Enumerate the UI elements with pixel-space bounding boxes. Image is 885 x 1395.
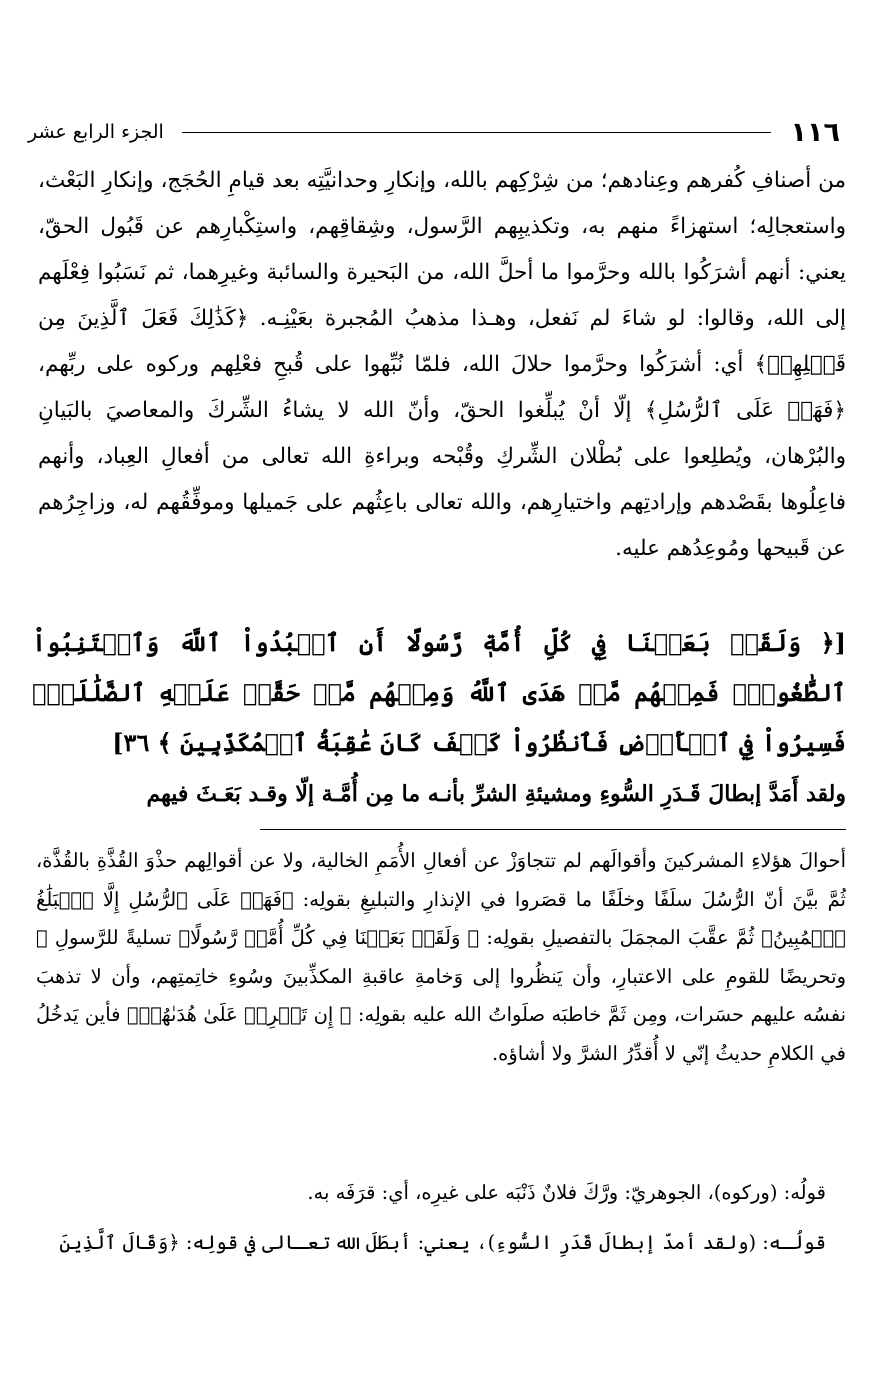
- main-text-block: [38, 158, 846, 572]
- notes-block: [36, 1168, 826, 1268]
- footnote-divider: [260, 829, 846, 830]
- commentary-block: أحوالَ هؤلاءِ المشركينَ وأقوالَهم لم تتجاوَزْ عن أفعالِ الأُمَمِ الخالية، ولا عن أقوالِهم حذْوَ القُذَّةِ بالقُذَّة، ثُمَّ بيَّنَ أنّ الرُّسُلَ سلَفًا وخلَفًا ما قصَروا في الإنذارِ والتبليغِ بقولِه: ﴿فَهَلۡ عَلَى ٱلرُّسُلِ إِلَّا ٱلۡبَلَٰغُ ٱلۡمُبِينُ﴾ ثُمَّ عقَّبَ المجمَلَ بالتفصيلِ بقولِه: ﴿ وَلَقَدۡ بَعَثۡنَا فِي كُلِّ أُمَّةٖ رَّسُولًا﴾ تسليةً للرَّسولِ ﷺ وتحريضًا للقومِ على الاعتبارِ، وأن يَنظُروا إلى وَخامةِ عاقبةِ المكذِّبينَ وسُوءِ خاتِمتِهم، وأن لا تذهبَ نفسُه عليهم حسَرات، ومِن ثَمَّ خاطبَه صلَواتُ الله عليه بقولِه: ﴿ إِن تَحۡرِصۡ عَلَىٰ هُدَىٰهُمۡ﴾ فأين يَدخُلُ في الكلامِ حديثُ إنّي لا أُقدِّرُ الشرَّ ولا أشاؤه.: [36, 849, 846, 1065]
- main-paragraph: من أصنافِ كُفرهم وعِنادهم؛ من شِرْكِهم بالله، وإنكارِ وحدانيَّتِه بعد قيامِ الحُجَج، وإنكارِ البَعْث، واستعجالِه؛ استهزاءً منهم به، وتكذيبِهم الرَّسول، وشِقاقِهم، واستِكْبارِهم عن قَبُول الحقّ، يعني: أنهم أشرَكُوا بالله وحرَّموا ما أحلَّ الله، من البَحيرة والسائبة وغيرِهما، ثم نَسَبُوا فِعْلَهم إلى الله، وقالوا: لو شاءَ لم نَفعل، وهـذا مذهبُ المُجبرة بعَيْنِـه. ﴿كَذَٰلِكَ فَعَلَ ٱلَّذِينَ مِن قَبۡلِهِمۡ﴾ أي: أشرَكُوا وحرَّموا حلالَ الله، فلمّا نُبِّهوا على قُبحِ فعْلِهم وركوه على ربِّهم، ﴿فَهَلۡ عَلَى ٱلرُّسُلِ﴾ إلّا أنْ يُبلِّغوا الحقّ، وأنّ الله لا يشاءُ الشِّركَ والمعاصيَ بالبَيانِ والبُرْهان، ويُطلِعوا على بُطْلان الشِّركِ وقُبْحه وبراءةِ الله تعالى من أفعالِ العِباد، وأنهم فاعِلُوها بقَصْدهم وإرادتِهم واختيارِهم، والله تعالى باعِثُهم على جَميلها وموفِّقُهم له، وزاجِرُهم عن قَبيحها ومُوعِدُهم عليه.: [38, 168, 846, 561]
- page-number: ١١٦: [790, 116, 840, 148]
- header-rule: [182, 132, 771, 133]
- note-item: قولُه: (وركوه)، الجوهريّ: ورَّكَ فلانٌ ذَنْبَه على غيرِه، أي: قرَفَه به.: [307, 1181, 826, 1204]
- note-item: قولُـه: (ولقد أمدّ إبطالَ قَدَرِ السُّوءِ)، يعني: أبطَلَ الله تعـالى في قولِه: ﴿وَقَالَ ٱلَّذِينَ: [59, 1231, 826, 1254]
- part-title: الجزء الرابع عشر: [28, 121, 164, 143]
- quran-verse-block: [﴿ وَلَقَدۡ بَعَثۡنَا فِي كُلِّ أُمَّةٖ رَّسُولًا أَنِ ٱعۡبُدُواْ ٱللَّهَ وَٱجۡتَنِبُواْ ٱلطَّٰغُوتَۖ فَمِنۡهُم مَّنۡ هَدَى ٱللَّهُ وَمِنۡهُم مَّنۡ حَقَّتۡ عَلَيۡهِ ٱلضَّلَٰلَةُۚ فَسِيرُواْ فِي ٱلۡأَرۡضِ فَٱنظُرُواْ كَيۡفَ كَانَ عَٰقِبَةُ ٱلۡمُكَذِّبِينَ ﴾ ٣٦]: [32, 628, 846, 757]
- page-header: [28, 112, 840, 152]
- lead-sentence: ولقد أَمَدَّ إبطالَ قَـدَرِ السُّوءِ ومشيئةِ الشرِّ بأنـه ما مِن أُمَّـة إلّا وقـد بَعَـثَ فيهم: [146, 781, 846, 807]
